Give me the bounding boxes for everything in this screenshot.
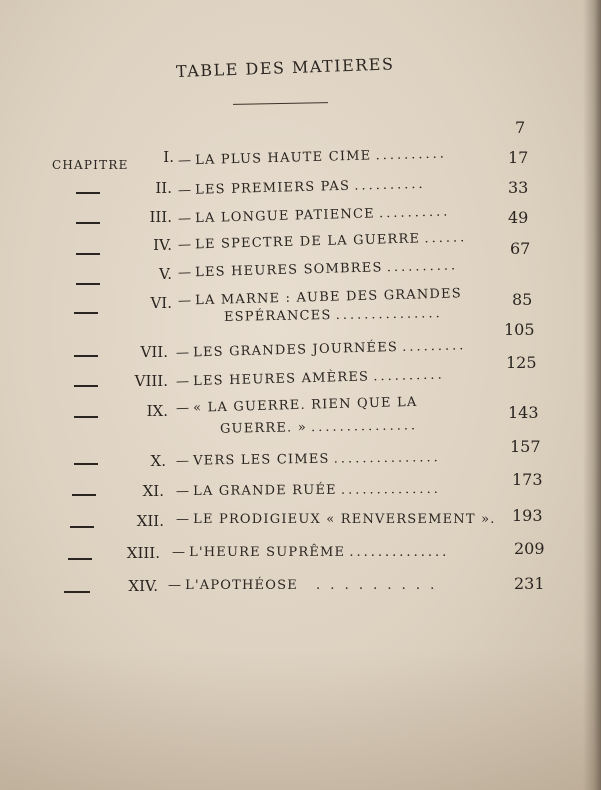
chapter-number: XII. (136, 512, 164, 530)
toc-entry (178, 230, 467, 253)
leader-dots: ............... (335, 306, 443, 323)
entry-title: LA PLUS HAUTE CIME (194, 148, 372, 169)
chapter-label: CHAPITRE (52, 158, 129, 172)
leader-dots: ............... (310, 418, 419, 436)
leader-dots: .......... (375, 146, 448, 164)
ditto-dash (76, 222, 100, 224)
chapter-number: XI. (142, 482, 164, 500)
leader-dots: .......... (386, 258, 459, 276)
chapter-number: XIV. (128, 577, 158, 595)
leader-dots: ............... (333, 450, 441, 467)
chapter-number: I. (163, 148, 174, 166)
toc-entry (178, 258, 458, 280)
page-number: 193 (512, 506, 543, 525)
toc-entry (178, 286, 462, 308)
entry-separator: — (176, 512, 189, 527)
page-number: 85 (512, 290, 533, 309)
toc-entry (176, 395, 418, 416)
entry-separator: — (175, 400, 190, 417)
entry-title: LES HEURES SOMBRES (194, 260, 383, 281)
toc-entry (176, 512, 496, 527)
ditto-dash (68, 558, 92, 560)
toc-entry (176, 338, 467, 361)
entry-separator: — (177, 265, 192, 281)
toc-entry (178, 146, 447, 168)
entry-title: LA GRANDE RUÉE (193, 482, 337, 500)
page-number: 125 (506, 353, 537, 372)
toc-entry (172, 545, 449, 560)
entry-title-line2: GUERRE. » (219, 420, 308, 437)
toc-entry-continuation (220, 418, 418, 436)
leader-dots: ...... (424, 230, 468, 247)
chapter-number: X. (150, 452, 166, 470)
leader-dots: .............. (349, 545, 450, 560)
ditto-dash (76, 253, 100, 255)
entry-separator: — (175, 453, 190, 469)
chapter-number: II. (155, 179, 172, 197)
leader-dots: . . . . . . . . . (316, 578, 438, 593)
entry-separator: — (168, 578, 181, 593)
ditto-dash (74, 385, 98, 387)
page-number: 49 (508, 208, 529, 227)
ditto-dash (74, 416, 98, 418)
ditto-dash (76, 192, 100, 194)
toc-entry-continuation (224, 306, 443, 325)
entry-title: L'APOTHÉOSE (185, 578, 298, 593)
title-rule (233, 102, 328, 105)
toc-entry (178, 177, 426, 198)
entry-separator: — (177, 153, 192, 169)
page-number: 143 (508, 403, 539, 422)
leader-dots: .......... (354, 176, 426, 194)
entry-title: LES HEURES AMÈRES (192, 369, 370, 390)
entry-separator: — (177, 237, 192, 253)
toc-entry (168, 578, 437, 593)
leader-dots: .......... (373, 367, 445, 385)
page-number: 173 (512, 470, 543, 489)
entry-title-line2: ESPÉRANCES (223, 308, 332, 325)
ditto-dash (74, 355, 98, 357)
leader-dots: .............. (340, 481, 441, 498)
entry-title: VERS LES CIMES (193, 451, 330, 469)
page-number: 33 (508, 178, 529, 197)
entry-title: LE PRODIGIEUX « RENVERSEMENT ». (193, 512, 496, 527)
entry-separator: — (172, 545, 185, 560)
entry-separator: — (177, 182, 192, 199)
ditto-dash (76, 283, 100, 285)
entry-separator: — (175, 484, 190, 500)
chapter-number: IV. (153, 236, 172, 254)
toc-entry (178, 204, 451, 226)
ditto-dash (64, 591, 90, 593)
page-number: 67 (510, 239, 531, 258)
entry-separator: — (177, 293, 192, 309)
page-number: 231 (514, 574, 545, 593)
toc-entry (176, 450, 441, 469)
intro-page-number: 7 (515, 118, 526, 137)
ditto-dash (70, 526, 94, 528)
page-title: TABLE DES MATIERES (175, 54, 395, 81)
page-number: 209 (514, 539, 545, 558)
page-number: 17 (508, 148, 529, 167)
ditto-dash (74, 463, 98, 465)
page-number: 105 (504, 320, 535, 339)
entry-title: « LA GUERRE. RIEN QUE LA (192, 394, 418, 416)
entry-title: L'HEURE SUPRÊME (189, 545, 346, 560)
entry-separator: — (175, 345, 190, 361)
leader-dots: .......... (378, 204, 451, 222)
ditto-dash (74, 312, 98, 314)
page-shading (0, 650, 601, 790)
ditto-dash (72, 494, 96, 496)
entry-separator: — (177, 211, 192, 227)
leader-dots: ......... (401, 338, 467, 355)
chapter-number: VII. (140, 343, 168, 361)
entry-separator: — (175, 374, 190, 390)
entry-title: LES PREMIERS PAS (194, 178, 351, 198)
toc-entry (176, 482, 441, 499)
page-number: 157 (510, 437, 541, 456)
entry-title: LES GRANDES JOURNÉES (192, 339, 399, 361)
chapter-number: V. (159, 265, 172, 283)
entry-title: LA LONGUE PATIENCE (194, 206, 376, 227)
entry-title: LA MARNE : AUBE DES GRANDES (194, 286, 463, 309)
chapter-number: XIII. (126, 544, 160, 562)
chapter-number: III. (149, 208, 172, 226)
chapter-number: VIII. (134, 372, 168, 390)
entry-title: LE SPECTRE DE LA GUERRE (194, 231, 421, 253)
chapter-number: VI. (150, 294, 172, 312)
chapter-number: IX. (146, 402, 168, 420)
toc-entry (176, 367, 445, 389)
